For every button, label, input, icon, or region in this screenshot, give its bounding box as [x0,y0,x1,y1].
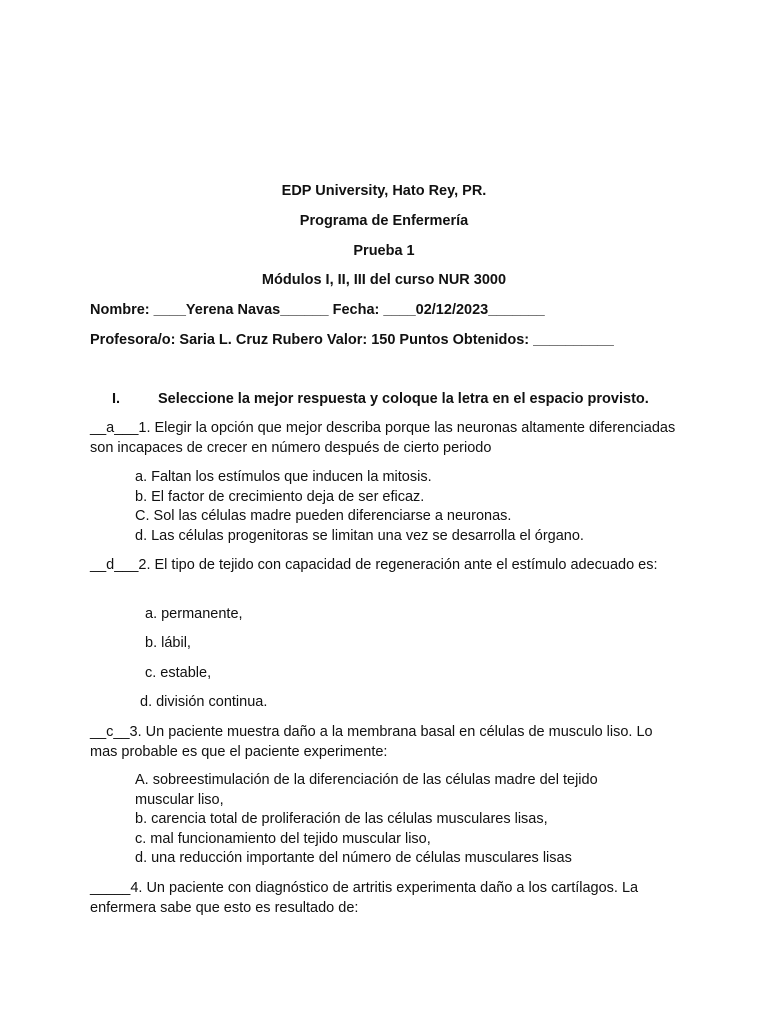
section-number: I. [112,391,121,407]
question-1-text: __a___1. Elegir la opción que mejor describa porque las neuronas altamente diferenciadas son incapaces de crecer en número después de cierto periodo [90,420,676,456]
section-instruction: Seleccione la mejor respuesta y coloque la letra en el espacio provisto. [158,391,649,407]
professor-line: Profesora/o: Saria L. Cruz Rubero Valor: 150 Puntos Obtenidos: __________ [90,332,614,348]
option: d. una reducción importante del número de células musculares lisas [135,850,572,866]
question-2-text: __d___2. El tipo de tejido con capacidad de regeneración ante el estímulo adecuado es: [90,557,658,573]
option: d. división continua. [140,694,268,710]
option: d. Las células progenitoras se limitan una vez se desarrolla el órgano. [135,527,584,544]
question-4-text: _____4. Un paciente con diagnóstico de artritis experimenta daño a los cartílagos. La enfermera sabe que esto es resultado de: [90,880,639,916]
option: c. mal funcionamiento del tejido muscular liso, [135,830,431,847]
option: b. carencia total de proliferación de las células musculares lisas, [135,811,548,827]
option: C. Sol las células madre pueden diferenciarse a neuronas. [135,508,512,524]
test-heading: Prueba 1 [353,243,415,259]
question-1-options [135,468,675,546]
option: A. sobreestimulación de la diferenciación de las células madre del tejido [135,772,598,788]
section-heading [112,390,649,410]
question-3-options [135,771,675,869]
option: a. permanente, [145,606,243,622]
program-heading: Programa de Enfermería [299,213,469,229]
option: c. estable, [145,665,212,681]
question-3-text: __c__3. Un paciente muestra daño a la membrana basal en células de musculo liso. Lo mas probable es que el paciente experimente: [90,724,653,760]
option-continuation: muscular liso, [135,791,224,808]
option: b. El factor de crecimiento deja de ser eficaz. [135,488,425,505]
modules-heading: Módulos I, II, III del curso NUR 3000 [261,272,507,288]
option: a. Faltan los estímulos que inducen la mitosis. [135,469,432,485]
option: b. lábil, [145,635,191,651]
name-date-line: Nombre: ____Yerena Navas______ Fecha: ____02/12/2023_______ [90,302,545,318]
university-heading: EDP University, Hato Rey, PR. [281,183,487,199]
